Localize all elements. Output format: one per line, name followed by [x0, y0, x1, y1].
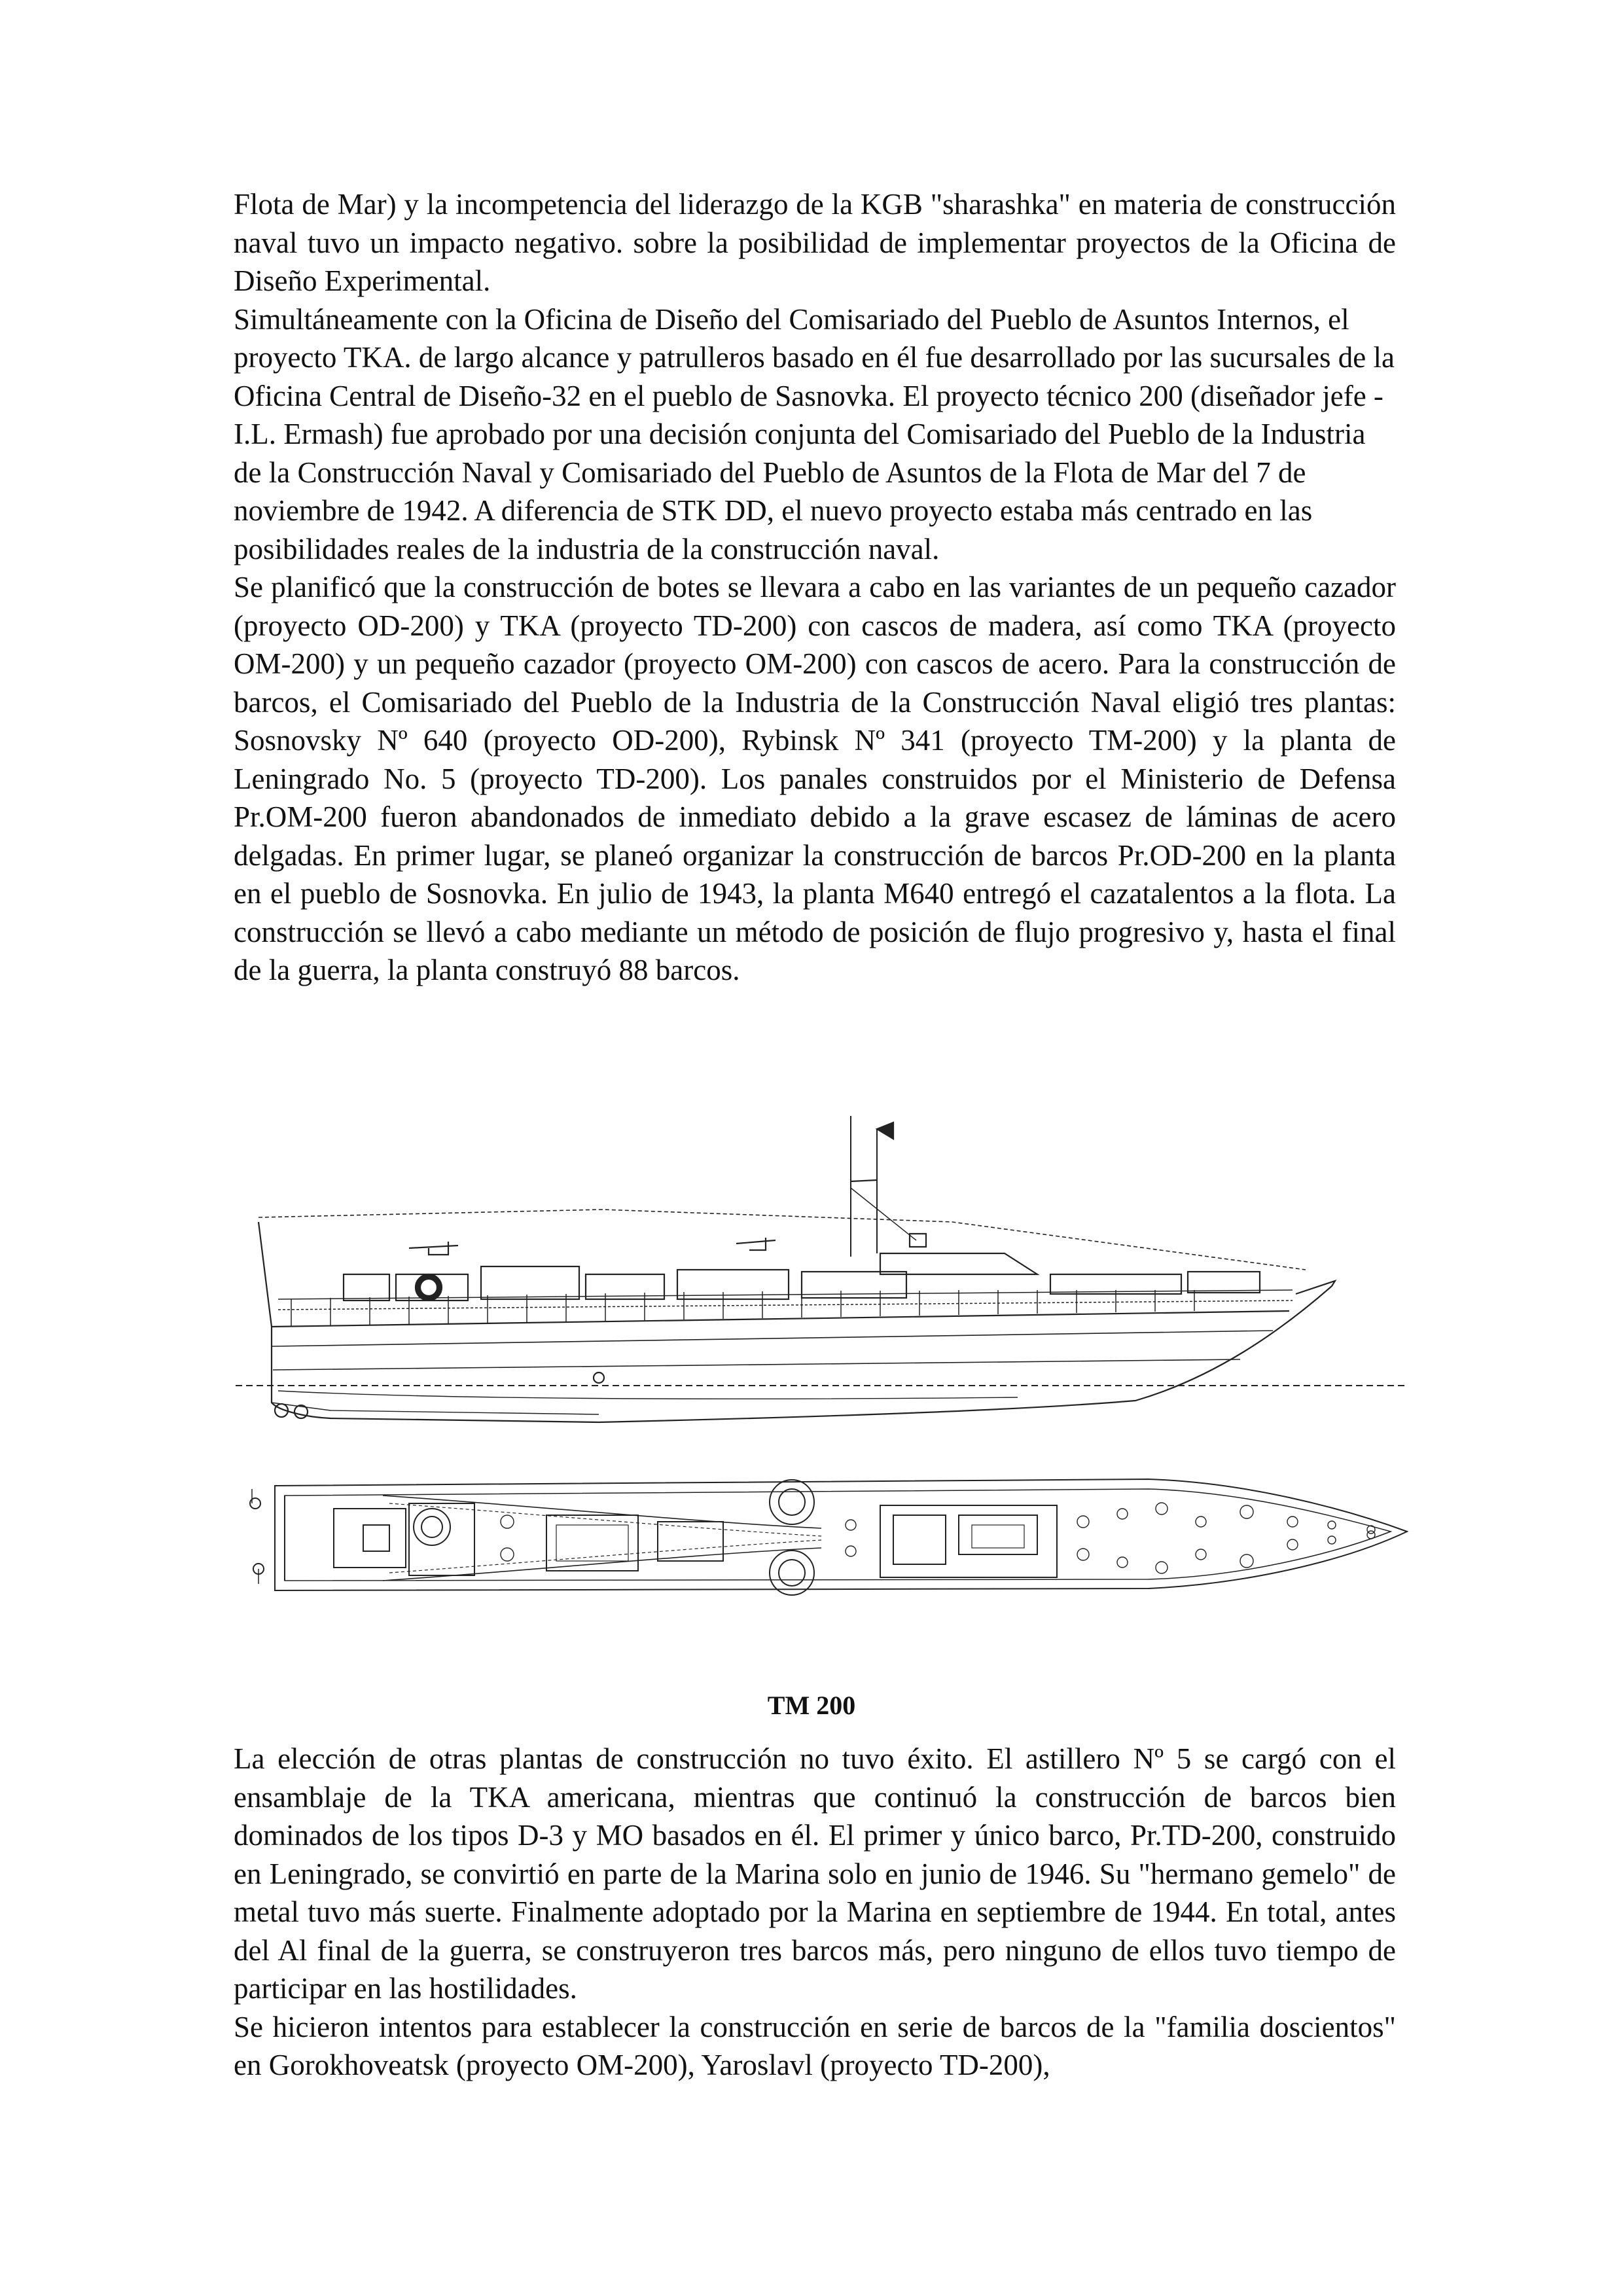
boat-figure	[232, 1103, 1410, 1620]
side-view-drawing	[236, 1116, 1407, 1422]
paragraph: La elección de otras plantas de construcción no tuvo éxito. El astillero Nº 5 se cargó con el ensamblaje de la TKA americana, mientras que continuó la construcción de barcos bien dominados de los tipos D-3 y MO basados en él. El primer y único barco, Pr.TD-200, construido en Leningrado, se convirtió en parte de la Marina solo en junio de 1946. Su "hermano gemelo" de metal tuvo más suerte. Finalmente adoptado por la Marina en septiembre de 1944. En total, antes del Al final de la guerra, se construyeron tres barcos más, pero ninguno de ellos tuvo tiempo de participar en las hostilidades.	[234, 1742, 1396, 2005]
top-view-drawing	[250, 1479, 1407, 1595]
text-block-top	[234, 185, 1396, 990]
paragraph: Simultáneamente con la Oficina de Diseño del Comisariado del Pueblo de Asuntos Internos, el proyecto TKA. de largo alcance y patrulleros basado en él fue desarrollado por las sucursales de la Oficina Central de Diseño-32 en el pueblo de Sasnovka. El proyecto técnico 200 (diseñador jefe - I.L. Ermash) fue aprobado por una decisión conjunta del Comisariado del Pueblo de la Industria de la Construcción Naval y Comisariado del Pueblo de Asuntos de la Flota de Mar del 7 de noviembre de 1942. A diferencia de STK DD, el nuevo proyecto estaba más centrado en las posibilidades reales de la industria de la construcción naval.	[234, 302, 1395, 565]
paragraph: Flota de Mar) y la incompetencia del liderazgo de la KGB "sharashka" en materia de construcción naval tuvo un impacto negativo. sobre la posibilidad de implementar proyectos de la Oficina de Diseño Experimental.	[234, 188, 1396, 297]
paragraph: Se planificó que la construcción de botes se llevara a cabo en las variantes de un pequeño cazador (proyecto OD-200) y TKA (proyecto TD-200) con cascos de madera, así como TKA (proyecto OM-200) y un pequeño cazador (proyecto OM-200) con cascos de acero. Para la construcción de barcos, el Comisariado del Pueblo de la Industria de la Construcción Naval eligió tres plantas: Sosnovsky Nº 640 (proyecto OD-200), Rybinsk Nº 341 (proyecto TM-200) y la planta de Leningrado No. 5 (proyecto TD-200). Los panales construidos por el Ministerio de Defensa Pr.OM-200 fueron abandonados de inmediato debido a la grave escasez de láminas de acero delgadas. En primer lugar, se planeó organizar la construcción de barcos Pr.OD-200 en la planta en el pueblo de Sosnovka. En julio de 1943, la planta M640 entregó el cazatalentos a la flota. La construcción se llevó a cabo mediante un método de posición de flujo progresivo y, hasta el final de la guerra, la planta construyó 88 barcos.	[234, 571, 1396, 986]
figure-caption: TM 200	[767, 1691, 856, 1720]
text-block-bottom	[234, 1740, 1396, 2085]
boat-drawing-icon	[232, 1103, 1410, 1620]
paragraph: Se hicieron intentos para establecer la construcción en serie de barcos de la "familia doscientos" en Gorokhoveatsk (proyecto OM-200), Yaroslavl (proyecto TD-200),	[234, 2010, 1396, 2081]
